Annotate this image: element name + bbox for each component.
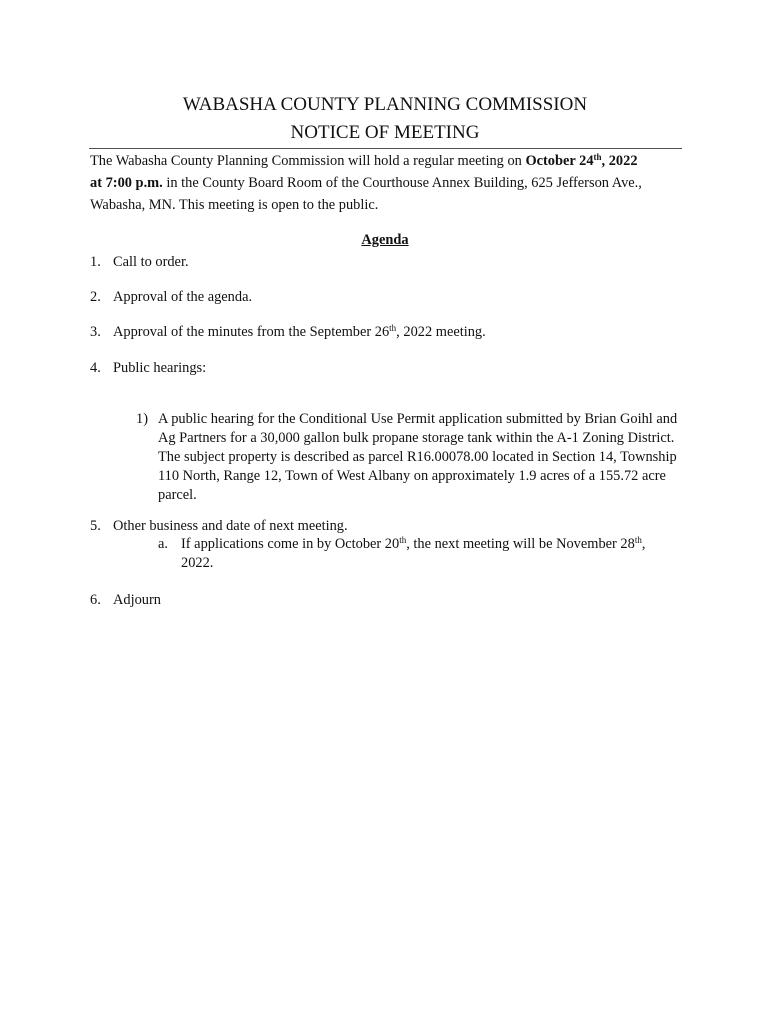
public-hearing-item: 1) A public hearing for the Conditional Use Permit application submitted by Brian Goihl and Ag Partners for a 30,000 gallon bulk propane storage tank within the A-1 Zoning District. The subject property is described as parcel R16.00078.00 located in Section 14, Township 110 North, Range 12, Town of West Albany on approximately 1.9 acres of a 155.72 acre parcel.	[136, 411, 678, 503]
intro-text-end: in the County Board Room of the Courthouse Annex Building, 625 Jefferson Ave., Wabasha, MN. This meeting is open to the public.	[90, 175, 642, 213]
next-meeting-subitem: a. If applications come in by October 20th, the next meeting will be November 28th, 2022.	[158, 535, 646, 571]
meeting-date: October 24th, 2022	[525, 152, 638, 169]
agenda-item: 2. Approval of the agenda.	[90, 289, 253, 305]
intro-text-start: The Wabasha County Planning Commission will hold a regular meeting on	[90, 153, 526, 169]
agenda-item: 4. Public hearings:	[90, 360, 207, 376]
agenda-item: 5. Other business and date of next meeting.	[90, 518, 348, 534]
title-divider	[89, 148, 682, 149]
agenda-item: 3. Approval of the minutes from the September 26th, 2022 meeting.	[90, 323, 486, 340]
intro-paragraph	[90, 150, 690, 216]
document-subtitle: NOTICE OF MEETING	[290, 122, 480, 143]
document-title: WABASHA COUNTY PLANNING COMMISSION	[182, 94, 588, 115]
agenda-item: 1. Call to order.	[90, 254, 189, 270]
agenda-heading: Agenda	[361, 232, 409, 248]
agenda-item: 6. Adjourn	[90, 592, 161, 608]
meeting-time: at 7:00 p.m.	[90, 175, 163, 191]
